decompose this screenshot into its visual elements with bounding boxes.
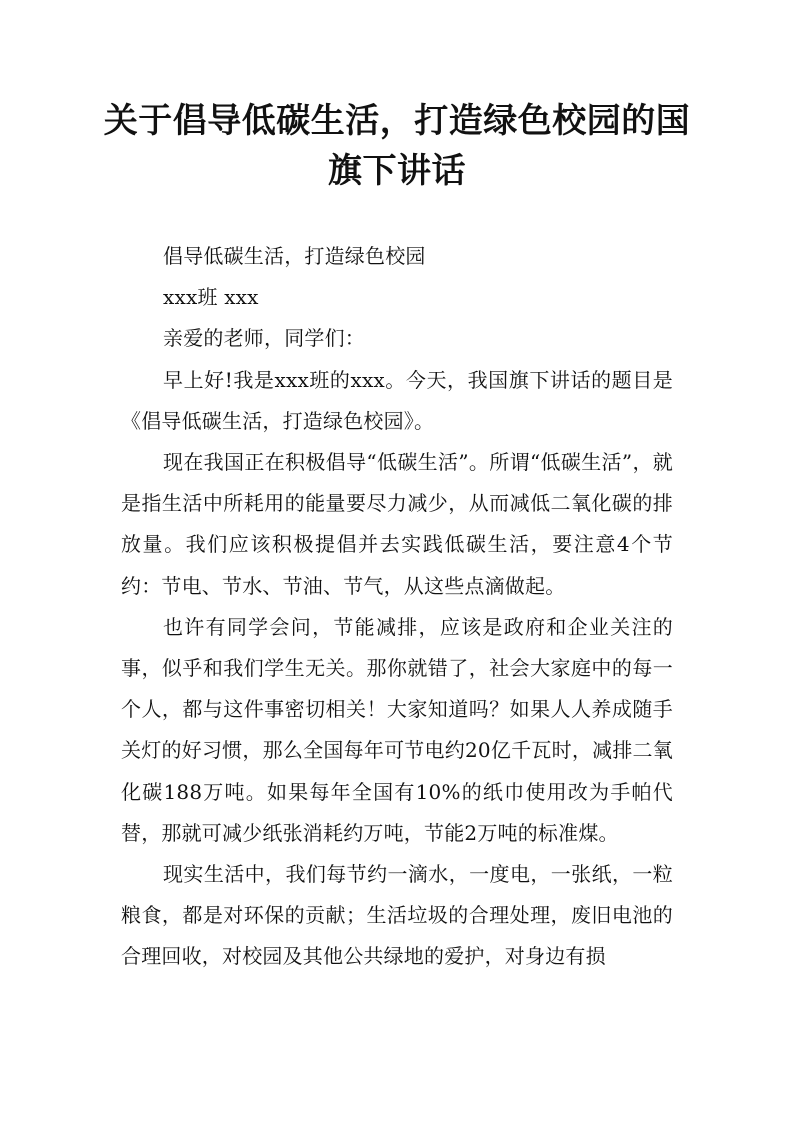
body-paragraph: 也许有同学会问，节能减排，应该是政府和企业关注的事，似乎和我们学生无关。那你就错了，社会大家庭中的每一个人，都与这件事密切相关！大家知道吗？如果人人养成随手关灯的好习惯，那么全国每年可节电约20亿千瓦时，减排二氧化碳188万吨。如果每年全国有10%的纸巾使用改为手帕代替，那就可减少纸张消耗约万吨，节能2万吨的标准煤。 xyxy=(121,614,673,845)
subtitle-paragraph: 倡导低碳生活，打造绿色校园 xyxy=(163,244,426,268)
title-line-1: 关于倡导低碳生活，打造绿色校园的国 xyxy=(103,101,691,141)
title-line-2: 旗下讲话 xyxy=(328,151,466,191)
document-body xyxy=(121,236,673,978)
body-paragraph: 现实生活中，我们每节约一滴水，一度电，一张纸，一粒粮食，都是对环保的贡献；生活垃圾的合理处理，废旧电池的合理回收，对校园及其他公共绿地的爱护，对身边有损 xyxy=(121,862,673,969)
body-paragraph: 现在我国正在积极倡导“低碳生活”。所谓“低碳生活”，就是指生活中所耗用的能量要尽力减少，从而减低二氧化碳的排放量。我们应该积极提倡并去实践低碳生活，要注意4个节约：节电、节水、节油、节气，从这些点滴做起。 xyxy=(121,450,673,598)
document-title xyxy=(100,96,694,196)
salutation: 亲爱的老师，同学们： xyxy=(163,326,365,351)
greeting-paragraph: 早上好!我是xxx班的xxx。今天，我国旗下讲话的题目是《倡导低碳生活，打造绿色校园》。 xyxy=(121,367,673,433)
author-line: xxx班 xxx xyxy=(163,285,259,310)
